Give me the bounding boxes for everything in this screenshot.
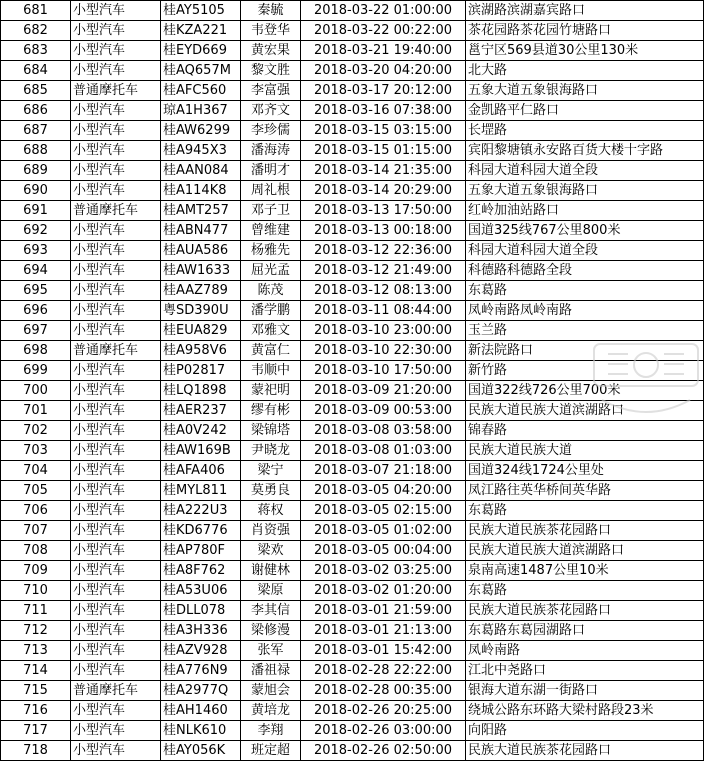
violation-location-cell: 民族大道民族大道滨湖路口 — [466, 401, 704, 421]
violation-time-cell: 2018-03-14 21:35:00 — [301, 161, 466, 181]
table-row — [1, 321, 704, 341]
violation-location-cell: 民族大道民族大道 — [466, 441, 704, 461]
vehicle-type-cell: 小型汽车 — [71, 581, 161, 601]
row-number-cell: 705 — [1, 481, 71, 501]
vehicle-type-cell: 小型汽车 — [71, 701, 161, 721]
violation-time-cell: 2018-03-02 01:20:00 — [301, 581, 466, 601]
violation-time-cell: 2018-03-17 20:12:00 — [301, 81, 466, 101]
plate-number-cell: 桂EYD669 — [161, 41, 241, 61]
table-row — [1, 261, 704, 281]
owner-name-cell: 班定超 — [241, 741, 301, 761]
plate-number-cell: 桂P02817 — [161, 361, 241, 381]
violation-location-cell: 红岭加油站路口 — [466, 201, 704, 221]
vehicle-type-cell: 小型汽车 — [71, 521, 161, 541]
violation-location-cell: 五象大道五象银海路口 — [466, 181, 704, 201]
row-number-cell: 707 — [1, 521, 71, 541]
vehicle-type-cell: 小型汽车 — [71, 461, 161, 481]
plate-number-cell: 桂MYL811 — [161, 481, 241, 501]
row-number-cell: 694 — [1, 261, 71, 281]
plate-number-cell: 桂AAZ789 — [161, 281, 241, 301]
plate-number-cell: 琼A1H367 — [161, 101, 241, 121]
violation-location-cell: 科园大道科园大道全段 — [466, 241, 704, 261]
violation-location-cell: 锦春路 — [466, 421, 704, 441]
table-row — [1, 581, 704, 601]
vehicle-type-cell: 小型汽车 — [71, 241, 161, 261]
table-row — [1, 241, 704, 261]
owner-name-cell: 潘祖禄 — [241, 661, 301, 681]
row-number-cell: 706 — [1, 501, 71, 521]
violation-location-cell: 向阳路 — [466, 721, 704, 741]
vehicle-type-cell: 小型汽车 — [71, 41, 161, 61]
table-row — [1, 341, 704, 361]
violation-time-cell: 2018-03-14 20:29:00 — [301, 181, 466, 201]
plate-number-cell: 桂A8F762 — [161, 561, 241, 581]
plate-number-cell: 粤SD390U — [161, 301, 241, 321]
violation-location-cell: 东葛路 — [466, 281, 704, 301]
violation-location-cell: 东葛路 — [466, 581, 704, 601]
violation-location-cell: 科园大道科园大道全段 — [466, 161, 704, 181]
violation-location-cell: 银海大道东湖一街路口 — [466, 681, 704, 701]
plate-number-cell: 桂A3H336 — [161, 621, 241, 641]
row-number-cell: 686 — [1, 101, 71, 121]
vehicle-type-cell: 小型汽车 — [71, 61, 161, 81]
table-row — [1, 161, 704, 181]
plate-number-cell: 桂A776N9 — [161, 661, 241, 681]
row-number-cell: 689 — [1, 161, 71, 181]
table-row — [1, 601, 704, 621]
owner-name-cell: 周礼根 — [241, 181, 301, 201]
table-row — [1, 301, 704, 321]
violation-location-cell: 滨湖路滨湖嘉宾路口 — [466, 1, 704, 21]
violation-location-cell: 北大路 — [466, 61, 704, 81]
violation-location-cell: 凤岭南路 — [466, 641, 704, 661]
plate-number-cell: 桂A2977Q — [161, 681, 241, 701]
vehicle-type-cell: 小型汽车 — [71, 421, 161, 441]
violation-location-cell: 凤江路往英华桥间英华路 — [466, 481, 704, 501]
violation-time-cell: 2018-03-15 01:15:00 — [301, 141, 466, 161]
plate-number-cell: 桂KD6776 — [161, 521, 241, 541]
vehicle-type-cell: 小型汽车 — [71, 561, 161, 581]
plate-number-cell: 桂A222U3 — [161, 501, 241, 521]
violation-time-cell: 2018-03-13 17:50:00 — [301, 201, 466, 221]
table-row — [1, 461, 704, 481]
violation-location-cell: 凤岭南路凤岭南路 — [466, 301, 704, 321]
table-row — [1, 181, 704, 201]
violation-time-cell: 2018-03-21 19:40:00 — [301, 41, 466, 61]
owner-name-cell: 莫勇良 — [241, 481, 301, 501]
plate-number-cell: 桂NLK610 — [161, 721, 241, 741]
violation-time-cell: 2018-02-28 22:22:00 — [301, 661, 466, 681]
owner-name-cell: 黄富仁 — [241, 341, 301, 361]
vehicle-type-cell: 小型汽车 — [71, 541, 161, 561]
owner-name-cell: 李富强 — [241, 81, 301, 101]
violation-location-cell: 国道322线726公里700米 — [466, 381, 704, 401]
row-number-cell: 682 — [1, 21, 71, 41]
owner-name-cell: 尹晓龙 — [241, 441, 301, 461]
table-row — [1, 641, 704, 661]
owner-name-cell: 蒙旭会 — [241, 681, 301, 701]
vehicle-type-cell: 小型汽车 — [71, 501, 161, 521]
plate-number-cell: 桂A114K8 — [161, 181, 241, 201]
row-number-cell: 687 — [1, 121, 71, 141]
row-number-cell: 698 — [1, 341, 71, 361]
row-number-cell: 697 — [1, 321, 71, 341]
violation-time-cell: 2018-03-12 08:13:00 — [301, 281, 466, 301]
owner-name-cell: 陈茂 — [241, 281, 301, 301]
violation-location-cell: 国道324线1724公里处 — [466, 461, 704, 481]
owner-name-cell: 屈光孟 — [241, 261, 301, 281]
owner-name-cell: 谢健林 — [241, 561, 301, 581]
table-row — [1, 421, 704, 441]
vehicle-type-cell: 小型汽车 — [71, 261, 161, 281]
table-row — [1, 221, 704, 241]
owner-name-cell: 梁欢 — [241, 541, 301, 561]
plate-number-cell: 桂AY056K — [161, 741, 241, 761]
violation-location-cell: 民族大道民族茶花园路口 — [466, 521, 704, 541]
table-row — [1, 721, 704, 741]
plate-number-cell: 桂AQ657M — [161, 61, 241, 81]
table-row — [1, 361, 704, 381]
violation-time-cell: 2018-03-16 07:38:00 — [301, 101, 466, 121]
owner-name-cell: 秦毓 — [241, 1, 301, 21]
owner-name-cell: 梁锦塔 — [241, 421, 301, 441]
vehicle-type-cell: 小型汽车 — [71, 181, 161, 201]
table-row — [1, 61, 704, 81]
plate-number-cell: 桂AER237 — [161, 401, 241, 421]
owner-name-cell: 邓齐文 — [241, 101, 301, 121]
vehicle-type-cell: 小型汽车 — [71, 661, 161, 681]
violation-location-cell: 民族大道民族茶花园路口 — [466, 601, 704, 621]
vehicle-type-cell: 小型汽车 — [71, 121, 161, 141]
owner-name-cell: 李其信 — [241, 601, 301, 621]
row-number-cell: 718 — [1, 741, 71, 761]
table-row — [1, 501, 704, 521]
vehicle-type-cell: 小型汽车 — [71, 361, 161, 381]
vehicle-type-cell: 小型汽车 — [71, 301, 161, 321]
table-body — [1, 1, 704, 761]
violation-location-cell: 宾阳黎塘镇永安路百货大楼十字路 — [466, 141, 704, 161]
vehicle-type-cell: 普通摩托车 — [71, 681, 161, 701]
violation-time-cell: 2018-03-07 21:18:00 — [301, 461, 466, 481]
row-number-cell: 691 — [1, 201, 71, 221]
owner-name-cell: 李珍儒 — [241, 121, 301, 141]
violation-time-cell: 2018-03-10 22:30:00 — [301, 341, 466, 361]
owner-name-cell: 曾维建 — [241, 221, 301, 241]
row-number-cell: 695 — [1, 281, 71, 301]
row-number-cell: 693 — [1, 241, 71, 261]
row-number-cell: 717 — [1, 721, 71, 741]
violation-location-cell: 泉南高速1487公里10米 — [466, 561, 704, 581]
violation-time-cell: 2018-03-05 01:02:00 — [301, 521, 466, 541]
vehicle-type-cell: 小型汽车 — [71, 281, 161, 301]
violation-time-cell: 2018-03-09 00:53:00 — [301, 401, 466, 421]
violation-time-cell: 2018-03-12 21:49:00 — [301, 261, 466, 281]
plate-number-cell: 桂A53U06 — [161, 581, 241, 601]
violation-time-cell: 2018-03-08 01:03:00 — [301, 441, 466, 461]
violation-time-cell: 2018-03-10 17:50:00 — [301, 361, 466, 381]
violation-location-cell: 国道325线767公里800米 — [466, 221, 704, 241]
violation-location-cell: 民族大道民族茶花园路口 — [466, 741, 704, 761]
vehicle-type-cell: 普通摩托车 — [71, 341, 161, 361]
plate-number-cell: 桂AW1633 — [161, 261, 241, 281]
table-row — [1, 21, 704, 41]
plate-number-cell: 桂AW169B — [161, 441, 241, 461]
violation-location-cell: 玉兰路 — [466, 321, 704, 341]
owner-name-cell: 邓子卫 — [241, 201, 301, 221]
table-row — [1, 141, 704, 161]
owner-name-cell: 李翔 — [241, 721, 301, 741]
row-number-cell: 716 — [1, 701, 71, 721]
vehicle-type-cell: 小型汽车 — [71, 321, 161, 341]
violation-time-cell: 2018-03-05 00:04:00 — [301, 541, 466, 561]
row-number-cell: 712 — [1, 621, 71, 641]
owner-name-cell: 蒙祀明 — [241, 381, 301, 401]
row-number-cell: 702 — [1, 421, 71, 441]
violation-time-cell: 2018-03-09 21:20:00 — [301, 381, 466, 401]
plate-number-cell: 桂ABN477 — [161, 221, 241, 241]
plate-number-cell: 桂AMT257 — [161, 201, 241, 221]
plate-number-cell: 桂AZV928 — [161, 641, 241, 661]
violation-time-cell: 2018-03-01 21:13:00 — [301, 621, 466, 641]
vehicle-type-cell: 小型汽车 — [71, 641, 161, 661]
violation-time-cell: 2018-03-11 08:44:00 — [301, 301, 466, 321]
row-number-cell: 703 — [1, 441, 71, 461]
violation-time-cell: 2018-03-22 00:22:00 — [301, 21, 466, 41]
owner-name-cell: 韦顺中 — [241, 361, 301, 381]
table-row — [1, 81, 704, 101]
plate-number-cell: 桂A958V6 — [161, 341, 241, 361]
row-number-cell: 688 — [1, 141, 71, 161]
violation-location-cell: 邕宁区569县道30公里130米 — [466, 41, 704, 61]
table-row — [1, 381, 704, 401]
vehicle-type-cell: 小型汽车 — [71, 441, 161, 461]
violation-location-cell: 新竹路 — [466, 361, 704, 381]
row-number-cell: 690 — [1, 181, 71, 201]
owner-name-cell: 邓雅文 — [241, 321, 301, 341]
owner-name-cell: 黄宏果 — [241, 41, 301, 61]
table-row — [1, 701, 704, 721]
vehicle-type-cell: 小型汽车 — [71, 601, 161, 621]
owner-name-cell: 蒋权 — [241, 501, 301, 521]
vehicle-type-cell: 小型汽车 — [71, 401, 161, 421]
table-row — [1, 281, 704, 301]
owner-name-cell: 黄培龙 — [241, 701, 301, 721]
table-row — [1, 741, 704, 761]
table-row — [1, 541, 704, 561]
owner-name-cell: 韦登华 — [241, 21, 301, 41]
row-number-cell: 714 — [1, 661, 71, 681]
violation-time-cell: 2018-03-22 01:00:00 — [301, 1, 466, 21]
plate-number-cell: 桂AUA586 — [161, 241, 241, 261]
plate-number-cell: 桂EUA829 — [161, 321, 241, 341]
violation-time-cell: 2018-02-26 20:25:00 — [301, 701, 466, 721]
violation-location-cell: 长堽路 — [466, 121, 704, 141]
vehicle-type-cell: 小型汽车 — [71, 101, 161, 121]
vehicle-type-cell: 普通摩托车 — [71, 81, 161, 101]
vehicle-type-cell: 小型汽车 — [71, 161, 161, 181]
plate-number-cell: 桂AW6299 — [161, 121, 241, 141]
row-number-cell: 701 — [1, 401, 71, 421]
owner-name-cell: 黎文胜 — [241, 61, 301, 81]
vehicle-type-cell: 小型汽车 — [71, 621, 161, 641]
owner-name-cell: 潘明才 — [241, 161, 301, 181]
row-number-cell: 684 — [1, 61, 71, 81]
row-number-cell: 692 — [1, 221, 71, 241]
row-number-cell: 704 — [1, 461, 71, 481]
owner-name-cell: 肖资强 — [241, 521, 301, 541]
vehicle-type-cell: 小型汽车 — [71, 381, 161, 401]
plate-number-cell: 桂AAN084 — [161, 161, 241, 181]
owner-name-cell: 杨雅先 — [241, 241, 301, 261]
violation-location-cell: 东葛路 — [466, 501, 704, 521]
violation-time-cell: 2018-03-12 22:36:00 — [301, 241, 466, 261]
violation-location-cell: 科德路科德路全段 — [466, 261, 704, 281]
table-row — [1, 481, 704, 501]
row-number-cell: 700 — [1, 381, 71, 401]
owner-name-cell: 梁原 — [241, 581, 301, 601]
table-row — [1, 101, 704, 121]
row-number-cell: 709 — [1, 561, 71, 581]
row-number-cell: 681 — [1, 1, 71, 21]
violation-location-cell: 民族大道民族大道滨湖路口 — [466, 541, 704, 561]
owner-name-cell: 梁修漫 — [241, 621, 301, 641]
table-row — [1, 1, 704, 21]
violation-time-cell: 2018-02-26 03:00:00 — [301, 721, 466, 741]
violation-location-cell: 五象大道五象银海路口 — [466, 81, 704, 101]
row-number-cell: 708 — [1, 541, 71, 561]
vehicle-type-cell: 小型汽车 — [71, 721, 161, 741]
violation-time-cell: 2018-03-08 03:58:00 — [301, 421, 466, 441]
table-row — [1, 661, 704, 681]
vehicle-type-cell: 小型汽车 — [71, 741, 161, 761]
violation-time-cell: 2018-03-20 04:20:00 — [301, 61, 466, 81]
row-number-cell: 711 — [1, 601, 71, 621]
plate-number-cell: 桂A0V242 — [161, 421, 241, 441]
table-row — [1, 441, 704, 461]
table-row — [1, 561, 704, 581]
plate-number-cell: 桂DLL078 — [161, 601, 241, 621]
row-number-cell: 710 — [1, 581, 71, 601]
owner-name-cell: 张军 — [241, 641, 301, 661]
owner-name-cell: 潘学鹏 — [241, 301, 301, 321]
row-number-cell: 683 — [1, 41, 71, 61]
vehicle-type-cell: 小型汽车 — [71, 1, 161, 21]
violation-time-cell: 2018-03-01 21:59:00 — [301, 601, 466, 621]
violation-location-cell: 新法院路口 — [466, 341, 704, 361]
table-row — [1, 521, 704, 541]
violation-time-cell: 2018-02-28 00:35:00 — [301, 681, 466, 701]
vehicle-type-cell: 小型汽车 — [71, 21, 161, 41]
plate-number-cell: 桂AH1460 — [161, 701, 241, 721]
row-number-cell: 713 — [1, 641, 71, 661]
violation-location-cell: 金凯路平仁路口 — [466, 101, 704, 121]
plate-number-cell: 桂LQ1898 — [161, 381, 241, 401]
vehicle-type-cell: 普通摩托车 — [71, 201, 161, 221]
plate-number-cell: 桂A945X3 — [161, 141, 241, 161]
table-row — [1, 201, 704, 221]
plate-number-cell: 桂AY5105 — [161, 1, 241, 21]
row-number-cell: 696 — [1, 301, 71, 321]
table-row — [1, 681, 704, 701]
plate-number-cell: 桂AP780F — [161, 541, 241, 561]
violation-time-cell: 2018-03-01 15:42:00 — [301, 641, 466, 661]
violation-location-cell: 绕城公路东环路大梁村路段23米 — [466, 701, 704, 721]
violation-location-cell: 茶花园路茶花园竹塘路口 — [466, 21, 704, 41]
violation-time-cell: 2018-03-15 03:15:00 — [301, 121, 466, 141]
owner-name-cell: 梁宁 — [241, 461, 301, 481]
violation-location-cell: 东葛路东葛园湖路口 — [466, 621, 704, 641]
owner-name-cell: 潘海涛 — [241, 141, 301, 161]
plate-number-cell: 桂AFC560 — [161, 81, 241, 101]
vehicle-type-cell: 小型汽车 — [71, 481, 161, 501]
violation-time-cell: 2018-02-26 02:50:00 — [301, 741, 466, 761]
table-row — [1, 41, 704, 61]
violation-time-cell: 2018-03-02 03:25:00 — [301, 561, 466, 581]
table-row — [1, 121, 704, 141]
row-number-cell: 715 — [1, 681, 71, 701]
row-number-cell: 699 — [1, 361, 71, 381]
table-row — [1, 621, 704, 641]
vehicle-type-cell: 小型汽车 — [71, 221, 161, 241]
violation-time-cell: 2018-03-05 02:15:00 — [301, 501, 466, 521]
violation-location-cell: 江北中尧路口 — [466, 661, 704, 681]
plate-number-cell: 桂AFA406 — [161, 461, 241, 481]
row-number-cell: 685 — [1, 81, 71, 101]
plate-number-cell: 桂KZA221 — [161, 21, 241, 41]
violation-time-cell: 2018-03-05 04:20:00 — [301, 481, 466, 501]
violation-time-cell: 2018-03-10 23:00:00 — [301, 321, 466, 341]
violation-time-cell: 2018-03-13 00:18:00 — [301, 221, 466, 241]
owner-name-cell: 缪有彬 — [241, 401, 301, 421]
table-row — [1, 401, 704, 421]
vehicle-type-cell: 小型汽车 — [71, 141, 161, 161]
